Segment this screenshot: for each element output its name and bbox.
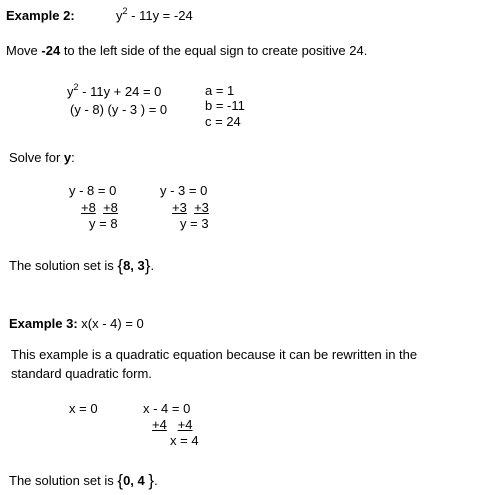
work-col1-add: +8 +8: [81, 200, 118, 215]
example-2-header: [6, 8, 75, 23]
work-col1-result: y = 8: [89, 216, 118, 231]
example-3-equation: x(x - 4) = 0: [77, 316, 144, 331]
work-col2-add: +3 +3: [172, 200, 209, 215]
ex3-work-col2-line1: x - 4 = 0: [143, 401, 191, 416]
equation-standard-form: $y^2 - 11y + 24 = 0$: [67, 81, 162, 99]
move-instruction: Move -24 to the left side of the equal sign to create positive 24.: [6, 43, 368, 58]
work-col2-result: y = 3: [180, 216, 209, 231]
solution-set-example-2: The solution set is {8, 3}.: [9, 256, 155, 275]
work-col1-line1: y - 8 = 0: [69, 183, 117, 198]
coefficient-b: b = -11: [205, 98, 245, 113]
example-3-heading: Example 3:: [9, 316, 78, 331]
example-3-description-line2: standard quadratic form.: [11, 366, 152, 381]
ex3-work-col2-add: +4 +4: [152, 417, 193, 432]
example-3-description-line1: This example is a quadratic equation because it can be rewritten in the: [11, 347, 418, 362]
coefficient-c: c = 24: [205, 114, 241, 129]
solution-set-example-3: The solution set is {0, 4 }.: [9, 471, 158, 490]
example-2-equation: $y^2 - 11y = -24$: [116, 5, 193, 23]
work-col2-line1: y - 3 = 0: [160, 183, 208, 198]
ex3-work-col1-line1: x = 0: [69, 401, 98, 416]
solve-for-label: Solve for y:: [9, 150, 75, 165]
example-3-header: [9, 316, 144, 331]
equation-factored: (y - 8) (y - 3 ) = 0: [70, 102, 168, 117]
example-2-heading: Example 2:: [6, 8, 75, 23]
coefficient-a: a = 1: [205, 83, 235, 98]
ex3-work-col2-result: x = 4: [170, 433, 199, 448]
